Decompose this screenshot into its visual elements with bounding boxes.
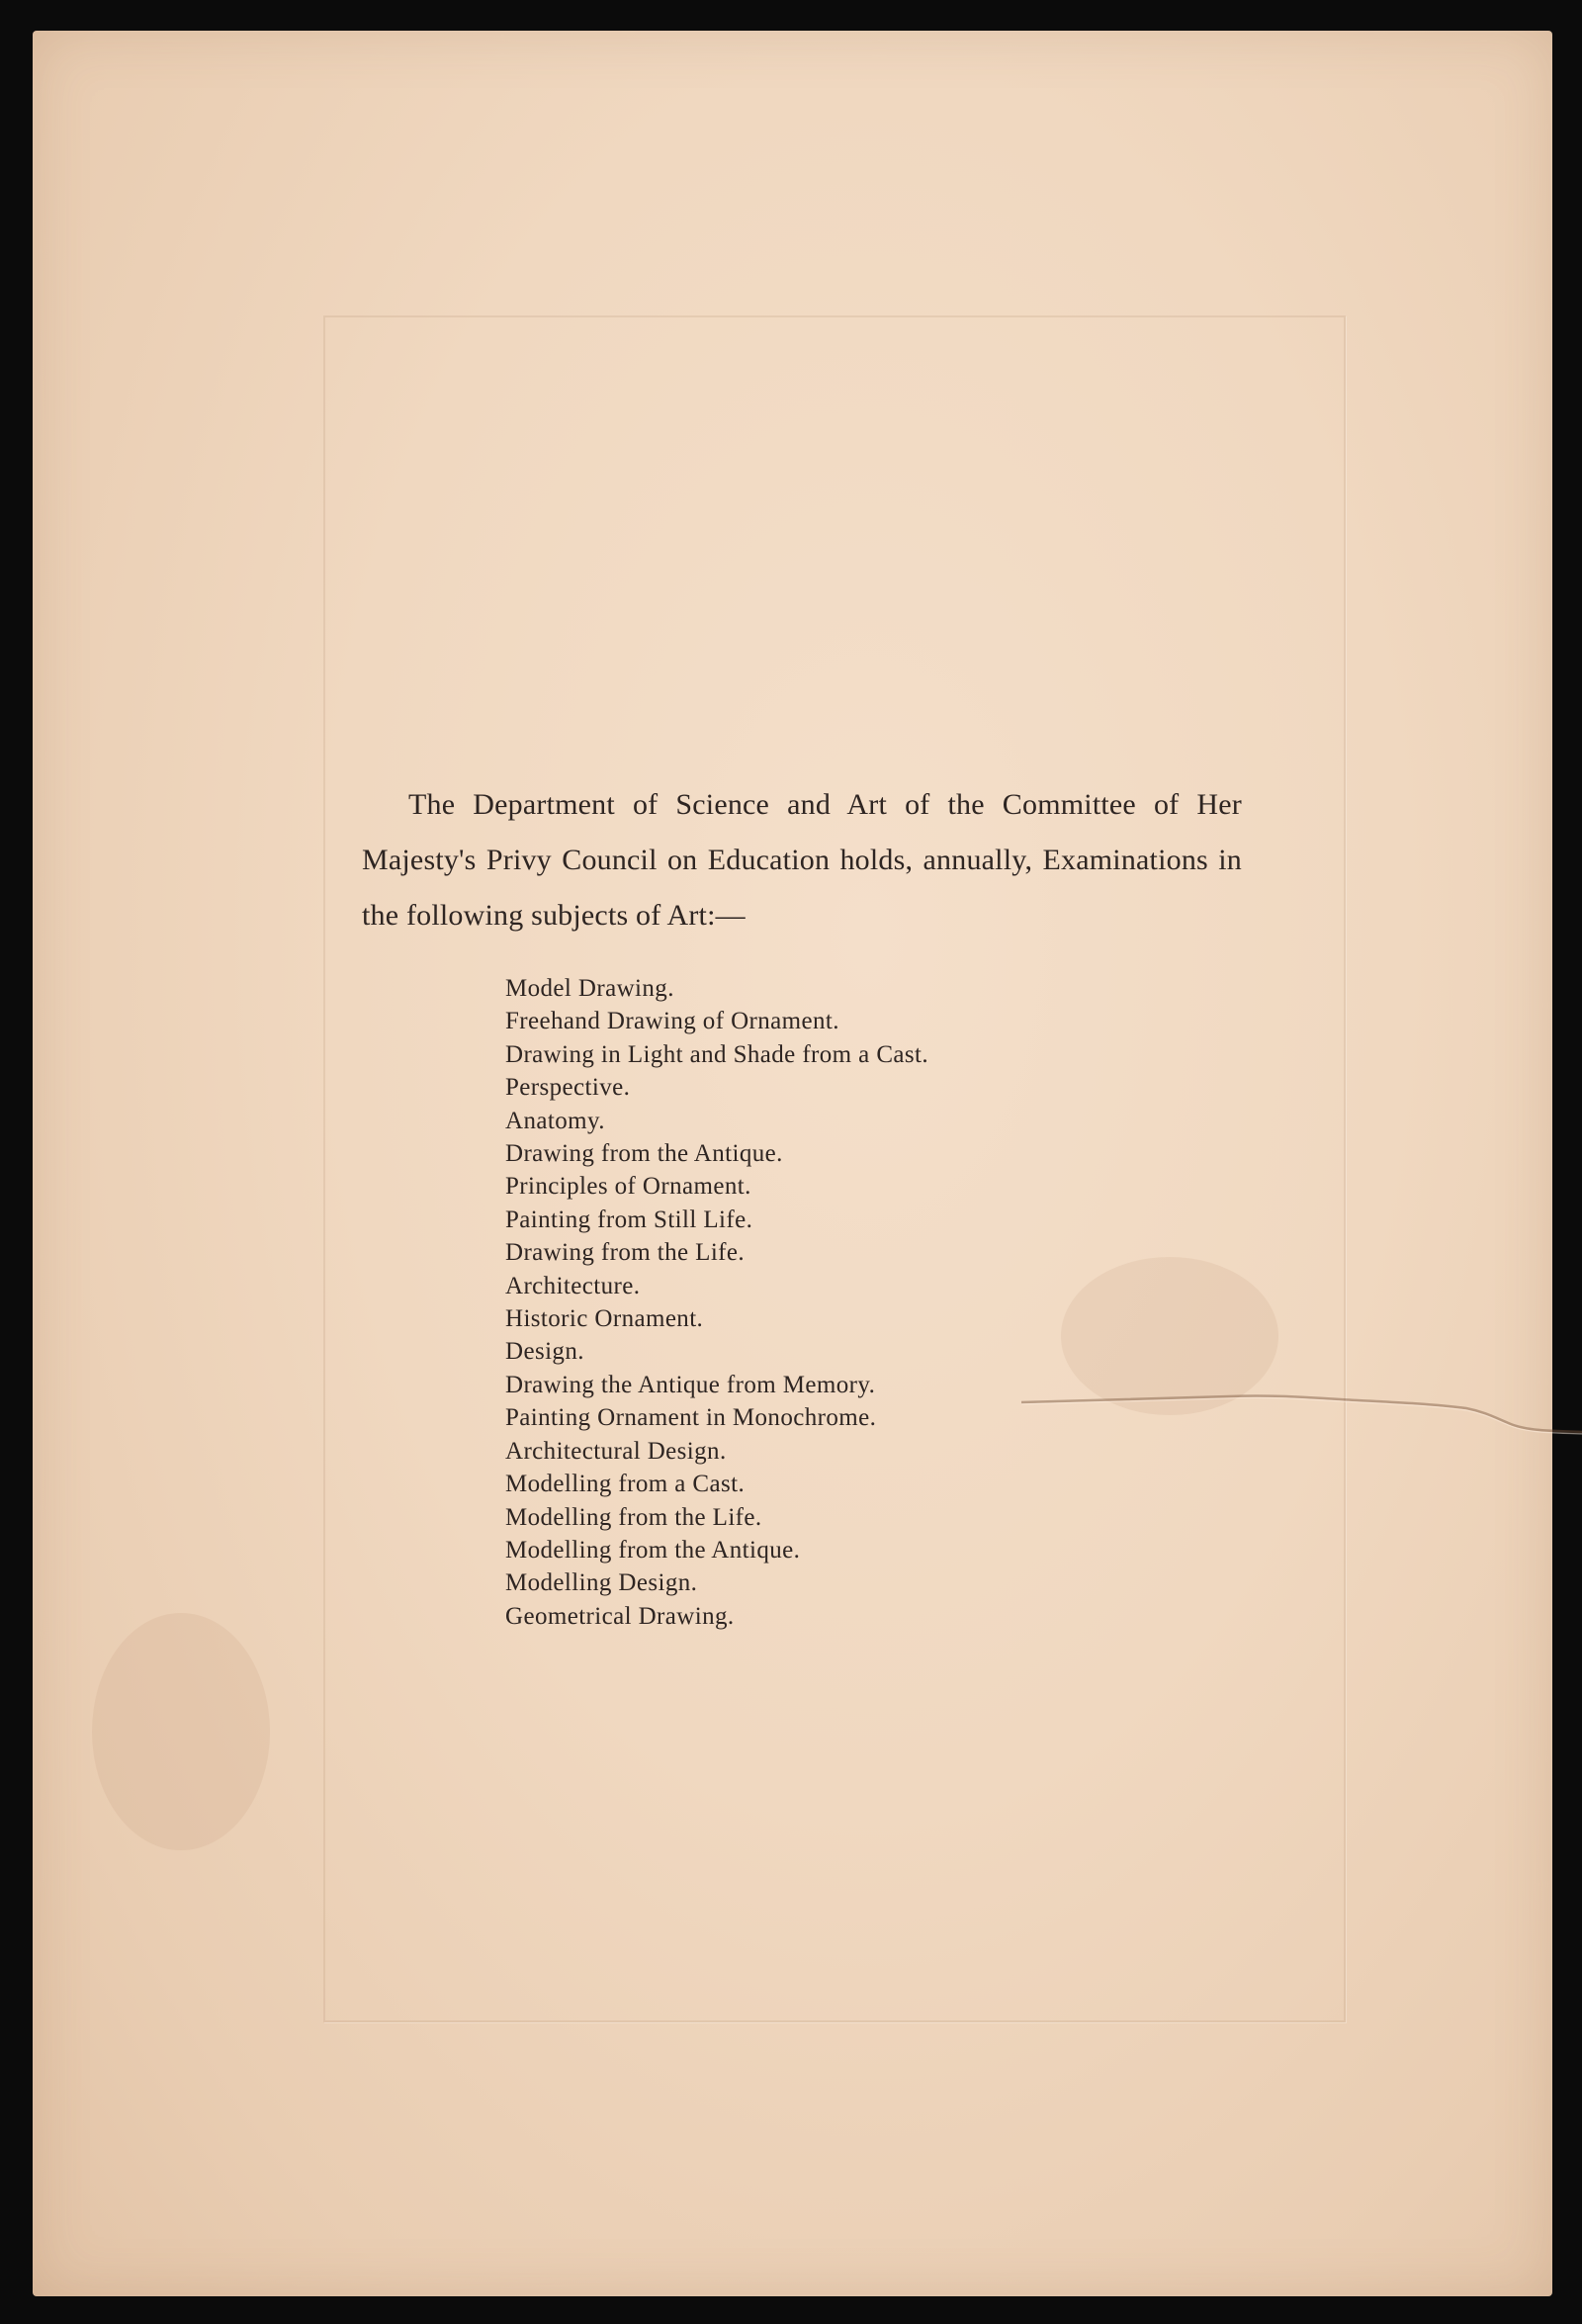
- list-item: Architecture.: [505, 1272, 641, 1299]
- list-item: Historic Ornament.: [505, 1305, 704, 1333]
- subject-list: [505, 972, 928, 1633]
- list-item: Principles of Ornament.: [505, 1173, 751, 1201]
- list-item: Architectural Design.: [505, 1437, 727, 1465]
- list-item: Drawing from the Life.: [505, 1239, 746, 1267]
- list-item: Geometrical Drawing.: [505, 1602, 735, 1630]
- list-item: Modelling from the Life.: [505, 1503, 762, 1531]
- list-item: Painting Ornament in Monochrome.: [505, 1404, 877, 1432]
- paper-sheet: [33, 31, 1552, 2296]
- intro-paragraph: The Department of Science and Art of the Committee of Her Majesty's Privy Council on Education holds, annually, Examinations in the following subjects of Art:—: [362, 788, 1242, 932]
- paper-crease: [1021, 1390, 1582, 1450]
- list-item: Modelling from a Cast.: [505, 1471, 746, 1498]
- list-item: Model Drawing.: [505, 975, 674, 1002]
- list-item: Drawing the Antique from Memory.: [505, 1371, 876, 1398]
- list-item: Painting from Still Life.: [505, 1206, 753, 1233]
- list-item: Anatomy.: [505, 1107, 605, 1134]
- list-item: Perspective.: [505, 1074, 631, 1102]
- list-item: Drawing from the Antique.: [505, 1140, 783, 1168]
- list-item: Design.: [505, 1338, 584, 1366]
- list-item: Drawing in Light and Shade from a Cast.: [505, 1040, 929, 1068]
- paper-stain: [92, 1613, 270, 1850]
- list-item: Freehand Drawing of Ornament.: [505, 1008, 839, 1035]
- list-item: Modelling from the Antique.: [505, 1536, 801, 1564]
- list-item: Modelling Design.: [505, 1569, 698, 1597]
